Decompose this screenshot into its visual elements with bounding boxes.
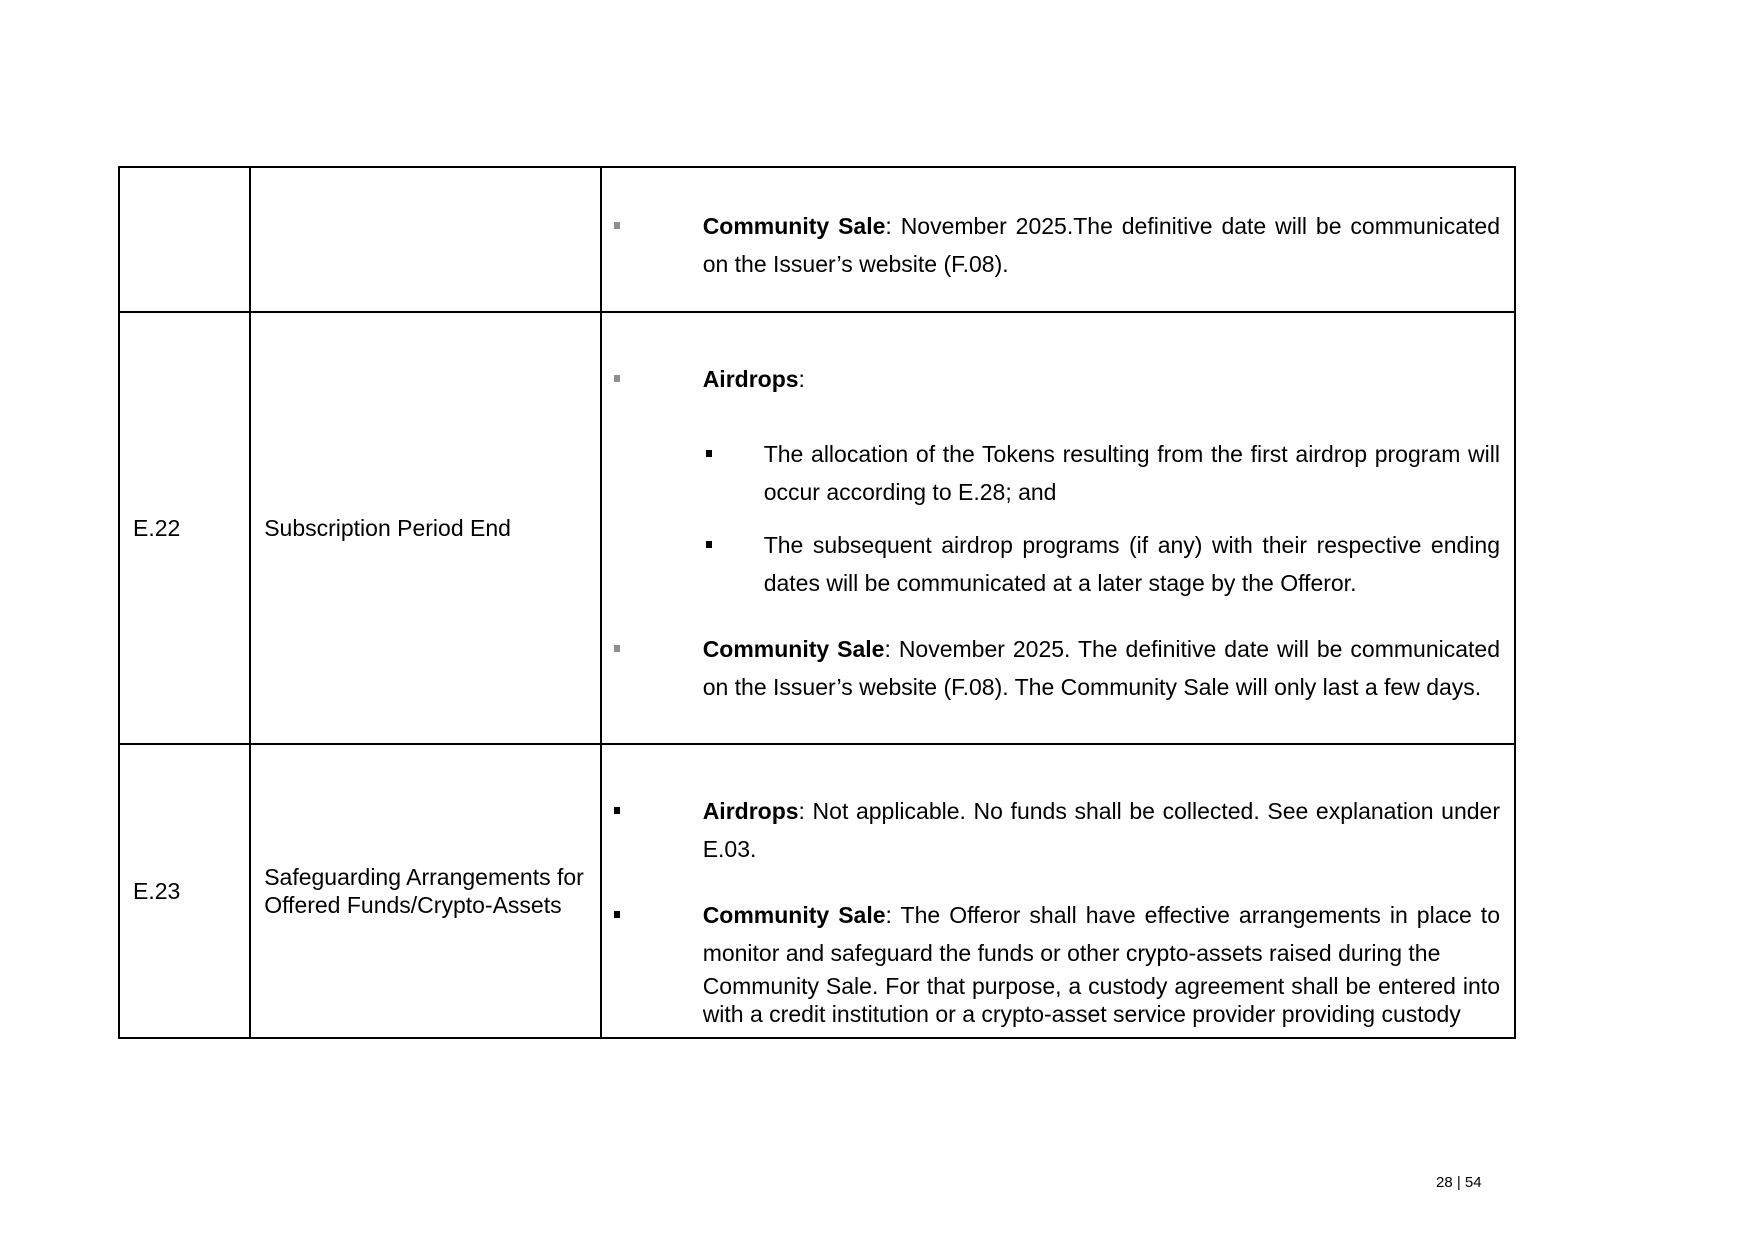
sub-bullet-item <box>602 435 1500 511</box>
row-label-cell <box>250 167 601 312</box>
table-row <box>119 167 1515 312</box>
bullet-text: : November 2025.The definitive date will be communicated on the Issuer’s website (F.08). <box>702 213 1500 277</box>
bullet-title: Community Sale <box>702 636 885 662</box>
row-number-cell: E.23 <box>119 744 250 1038</box>
bullet-square-icon <box>614 807 620 814</box>
bullet-title: Airdrops <box>702 798 799 824</box>
sub-bullet-square-icon <box>706 541 712 548</box>
bullet-title: Community Sale <box>702 902 886 928</box>
row-label-cell: Safeguarding Arrangements for Offered Funds/Crypto-Assets <box>250 744 601 1038</box>
bullet-community-sale <box>602 207 1500 283</box>
row-content-cell <box>601 167 1515 312</box>
bullet-square-icon <box>614 375 620 382</box>
page-number: 28 | 54 <box>1436 1174 1482 1191</box>
row-content-cell <box>601 312 1515 744</box>
bullet-title: Airdrops <box>702 366 799 392</box>
sub-bullet-text: The allocation of the Tokens resulting from the first airdrop program will occur according to E.28; and <box>763 441 1500 505</box>
bullet-continuation <box>602 972 1500 1028</box>
bullet-airdrops <box>602 360 1500 398</box>
bullet-community-sale <box>602 896 1500 972</box>
row-content-cell <box>601 744 1515 1038</box>
sub-bullet-item <box>602 526 1500 602</box>
table-row <box>119 312 1515 744</box>
sub-bullet-square-icon <box>706 450 712 457</box>
table-row <box>119 744 1515 1038</box>
bullet-text: : The Offeror shall have effective arrangements in place to monitor and safeguard the funds or other crypto-assets raised during the <box>702 902 1500 966</box>
bullet-text: Community Sale. For that purpose, a custody agreement shall be entered into with a credit institution or a crypto-asset service provider providing custody <box>702 973 1500 1027</box>
row-number-cell <box>119 167 250 312</box>
row-label-cell: Subscription Period End <box>250 312 601 744</box>
bullet-square-icon <box>614 645 620 652</box>
bullet-airdrops <box>602 792 1500 868</box>
sub-bullet-text: The subsequent airdrop programs (if any) with their respective ending dates will be communicated at a later stage by the Offeror. <box>763 532 1500 596</box>
bullet-square-icon <box>614 911 620 918</box>
bullet-square-icon <box>614 222 620 229</box>
bullet-text: : November 2025. The definitive date will be communicated on the Issuer’s website (F.08). The Community Sale will only last a few days. <box>702 636 1500 700</box>
bullet-community-sale <box>602 630 1500 706</box>
bullet-text: : <box>798 366 805 392</box>
row-number-cell: E.22 <box>119 312 250 744</box>
bullet-text: : Not applicable. No funds shall be collected. See explanation under E.03. <box>702 798 1500 862</box>
bullet-title: Community Sale <box>702 213 886 239</box>
document-table <box>118 166 1516 1039</box>
